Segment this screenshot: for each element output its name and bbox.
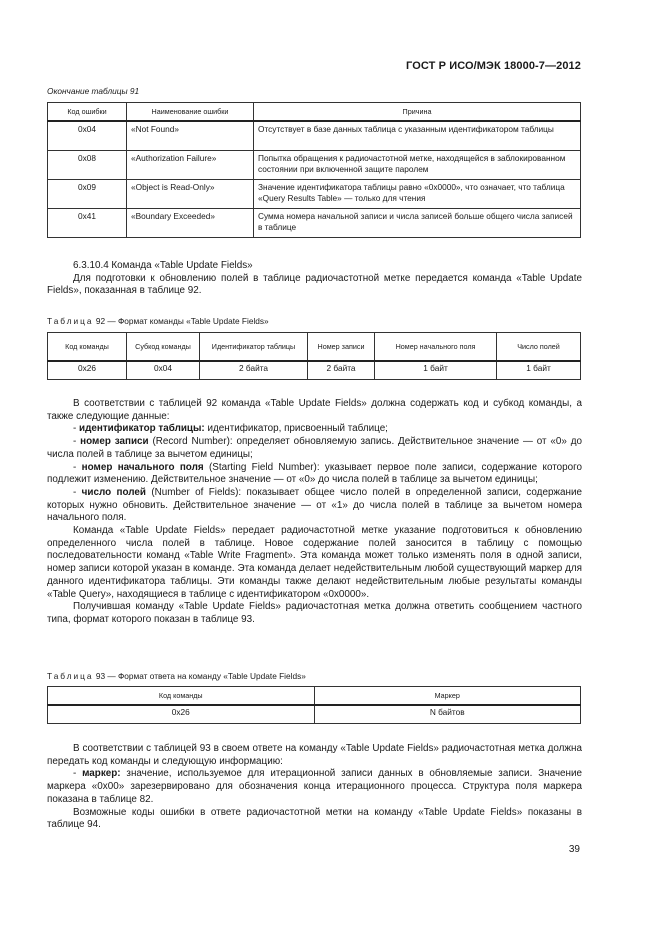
table-93	[47, 686, 581, 724]
table-92-header-field-count: Число полей	[497, 333, 581, 362]
term: маркер:	[82, 768, 121, 780]
table-cell: 0x09	[48, 180, 127, 209]
table-91-header-code: Код ошибки	[48, 103, 127, 122]
list-item: - маркер: значение, используемое для итерационной записи данных в обновляемые записи. Значение маркера «0x00» зарезервировано для обозначения конца итерационного процесса. Структура поля маркера показана в таблице 82.	[47, 768, 582, 805]
paragraph: Команда «Table Update Fields» передает радиочастотной метке указание подготовиться к обновлению определенного числа полей в таблице. Новое содержание полей заносится в таблицу с помощью последовательности команд «Table Write Fragment». Эта команда может только изменять поля в одной записи, номер записи которой указан в команде. Эта команда делает недействительным любой существующий маркер для данного идентификатора таблицы. Эти команды также делают недействительным любые результаты команды «Table Query», находящиеся в таблице с идентификатором «0x0000».	[47, 525, 582, 600]
paragraph: Получившая команду «Table Update Fields» радиочастотная метка должна ответить сообщением частного типа, формат которого показан в таблице 93.	[47, 601, 582, 625]
term-description: (Number of Fields): показывает общее число полей в определенной записи, содержание которых нужно обновить. Действительное значение — от «1» до числа полей в таблице за вычетом номера начального поля.	[47, 486, 582, 524]
section-heading: 6.3.10.4 Команда «Table Update Fields»	[73, 260, 253, 271]
table-92-header-command-code: Код команды	[48, 333, 127, 362]
table-92-caption-label: Таблица	[47, 316, 94, 326]
table-cell: Значение идентификатора таблицы равно «0x0000», что означает, что таблица «Query Results Table» — только для чтения	[254, 180, 581, 209]
table-cell: 0x08	[48, 151, 127, 180]
table-cell: 0x26	[48, 705, 315, 724]
table-cell: 0x04	[48, 121, 127, 151]
table-91	[47, 102, 581, 238]
table-92-header-record-number: Номер записи	[308, 333, 375, 362]
table-row	[48, 151, 581, 180]
term-description: значение, используемое для итерационной записи данных в обновляемые записи. Значение маркера «0x00» зарезервировано для обозначения конца итерационного процесса. Структура поля маркера показана в таблице 82.	[47, 768, 582, 805]
table-cell: 1 байт	[497, 361, 581, 380]
term: число полей	[81, 486, 146, 498]
table-92	[47, 332, 581, 380]
table-92-description	[47, 398, 582, 627]
table-cell: «Boundary Exceeded»	[127, 209, 254, 238]
table-row	[48, 361, 581, 380]
table-row	[48, 705, 581, 724]
document-header: ГОСТ Р ИСО/МЭК 18000-7—2012	[406, 60, 581, 72]
table-92-caption-text: 92 — Формат команды «Table Update Fields»	[95, 316, 269, 326]
table-93-header-token: Маркер	[314, 687, 581, 706]
section-intro: Для подготовки к обновлению полей в таблице радиочастотной метке передается команда «Table Update Fields», показанная в таблице 92.	[47, 272, 582, 297]
table-92-header-start-field: Номер начального поля	[375, 333, 497, 362]
list-item: - число полей (Number of Fields): показывает общее число полей в определенной записи, содержание которых нужно обновить. Действительное значение — от «1» до числа полей в таблице за вычетом номера начального поля.	[47, 486, 582, 524]
table-93-caption-text: 93 — Формат ответа на команду «Table Update Fields»	[95, 671, 306, 681]
paragraph: В соответствии с таблицей 92 команда «Table Update Fields» должна содержать код и субкод команды, а также следующие данные:	[47, 398, 582, 422]
table-93-caption-label: Таблица	[47, 671, 94, 681]
table-cell: 2 байта	[308, 361, 375, 380]
table-cell: N байтов	[314, 705, 581, 724]
table-cell: 0x41	[48, 209, 127, 238]
table-cell: Сумма номера начальной записи и числа записей больше общего числа записей в таблице	[254, 209, 581, 238]
term-description: идентификатор, присвоенный таблице;	[204, 423, 388, 435]
page-number: 39	[568, 844, 580, 855]
table-91-header-reason: Причина	[254, 103, 581, 122]
table-91-header-name: Наименование ошибки	[127, 103, 254, 122]
table-93-description	[47, 743, 582, 832]
table-92-caption	[47, 316, 269, 326]
table-93-caption	[47, 671, 306, 681]
table-row	[48, 121, 581, 151]
table-cell: 1 байт	[375, 361, 497, 380]
table-cell: 2 байта	[200, 361, 308, 380]
list-item: - номер записи (Record Number): определяет обновляемую запись. Действительное значение — от «0» до числа полей в таблице за вычетом единицы;	[47, 436, 582, 460]
table-row	[48, 209, 581, 238]
table-92-header-table-id: Идентификатор таблицы	[200, 333, 308, 362]
term: идентификатор таблицы:	[79, 423, 205, 435]
table-cell: «Authorization Failure»	[127, 151, 254, 180]
section-6-3-10-4	[47, 260, 582, 298]
table-cell: Попытка обращения к радиочастотной метке, находящейся в заблокированном состоянии при включенной защите паролем	[254, 151, 581, 180]
term-description: (Record Number): определяет обновляемую запись. Действительное значение — от «0» до числа полей в таблице за вычетом единицы;	[47, 436, 582, 460]
table-cell: Отсутствует в базе данных таблица с указанным идентификатором таблицы	[254, 121, 581, 151]
list-item: - идентификатор таблицы: идентификатор, присвоенный таблице;	[73, 423, 388, 435]
term-description: (Starting Field Number): указывает первое поле записи, содержание которого подлежит изменению. Действительное значение — от «0» до числа полей в таблице за вычетом единицы;	[47, 461, 582, 486]
table-cell: «Not Found»	[127, 121, 254, 151]
table-92-header-subcode: Субкод команды	[127, 333, 200, 362]
paragraph: В соответствии с таблицей 93 в своем ответе на команду «Table Update Fields» радиочастотная метка должна передать код команды и следующую информацию:	[47, 743, 582, 767]
list-item: - номер начального поля (Starting Field Number): указывает первое поле записи, содержание которого подлежит изменению. Действительное значение — от «0» до числа полей в таблице за вычетом единицы;	[47, 461, 582, 486]
term: номер начального поля	[81, 461, 204, 473]
table-cell: 0x26	[48, 361, 127, 380]
paragraph: Возможные коды ошибки в ответе радиочастотной метки на команду «Table Update Fields» показаны в таблице 94.	[47, 806, 582, 831]
table-cell: «Object is Read-Only»	[127, 180, 254, 209]
table-91-caption: Окончание таблицы 91	[47, 86, 140, 96]
table-row	[48, 180, 581, 209]
term: номер записи	[80, 436, 149, 448]
table-93-header-command-code: Код команды	[48, 687, 315, 706]
table-cell: 0x04	[127, 361, 200, 380]
